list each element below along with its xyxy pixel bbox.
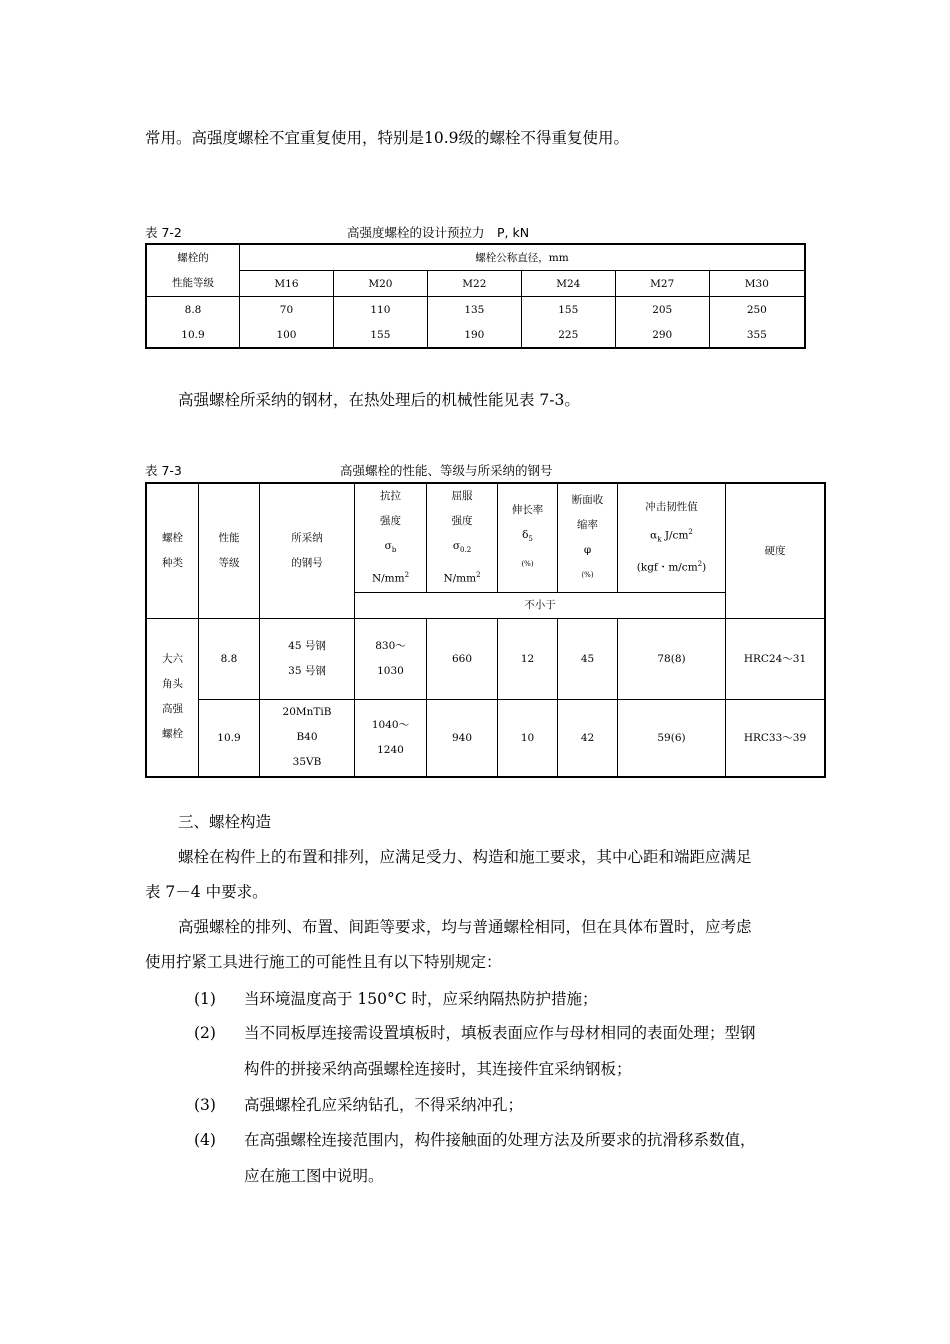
elongation-cell: 10 <box>498 699 558 777</box>
value-cell: 250 <box>709 297 805 323</box>
table-7-3-title: 高强螺栓的性能、等级与所采纳的钢号 <box>340 463 553 478</box>
yield-cell: 940 <box>427 699 498 777</box>
column-header: M30 <box>709 271 805 297</box>
header-min-note: 不小于 <box>355 592 726 618</box>
reduction-cell: 45 <box>558 618 618 699</box>
grade-cell: 8.8 <box>199 618 260 699</box>
header-reduction: 断面收 缩率 φ (%) <box>558 483 618 592</box>
value-cell: 110 <box>333 297 427 323</box>
header-bolt-type: 螺栓 种类 <box>146 483 199 618</box>
section-p1-line2: 表 7－4 中要求。 <box>145 883 268 901</box>
steel-cell: 20MnTiB B40 35VB <box>260 699 355 777</box>
value-cell: 135 <box>427 297 521 323</box>
value-cell: 225 <box>521 322 615 348</box>
grade-cell: 10.9 <box>146 322 240 348</box>
table-7-2-label: 表 7-2 <box>145 225 182 240</box>
mid-paragraph: 高强螺栓所采纳的钢材，在热处理后的机械性能见表 7-3。 <box>178 391 580 409</box>
value-cell: 100 <box>240 322 334 348</box>
value-cell: 355 <box>709 322 805 348</box>
group-header: 螺栓公称直径，mm <box>240 244 806 271</box>
column-header: M24 <box>521 271 615 297</box>
hardness-cell: HRC33～39 <box>726 699 826 777</box>
list-item-text-cont: 构件的拼接采纳高强螺栓连接时，其连接件宜采纳钢板； <box>244 1060 632 1078</box>
grade-cell: 10.9 <box>199 699 260 777</box>
header-grade: 性能 等级 <box>199 483 260 618</box>
column-header: M16 <box>240 271 334 297</box>
bolt-type-cell: 大六 角头 高强 螺栓 <box>146 618 199 777</box>
list-item-number: (2) <box>194 1024 216 1042</box>
value-cell: 155 <box>521 297 615 323</box>
section-heading: 三、螺栓构造 <box>178 813 272 831</box>
steel-cell: 45 号钢 35 号钢 <box>260 618 355 699</box>
list-item-text: 当不同板厚连接需设置填板时，填板表面应作与母材相同的表面处理；型钢 <box>244 1024 756 1042</box>
section-p1-line1: 螺栓在构件上的布置和排列，应满足受力、构造和施工要求，其中心距和端距应满足 <box>178 848 752 866</box>
impact-cell: 59(6) <box>618 699 726 777</box>
hardness-cell: HRC24～31 <box>726 618 826 699</box>
section-p2-line2: 使用拧紧工具进行施工的可能性且有以下特别规定： <box>145 953 502 971</box>
tensile-cell: 1040～ 1240 <box>355 699 427 777</box>
header-yield: 屈服 强度 $\sigma_{0.2}$ $N/mm^2$ <box>427 483 498 592</box>
table-7-2 <box>145 243 806 349</box>
value-cell: 70 <box>240 297 334 323</box>
header-hardness: 硬度 <box>726 483 826 618</box>
row-header-line1: 螺栓的 <box>146 244 240 271</box>
row-header-line2: 性能等级 <box>146 271 240 297</box>
reduction-cell: 42 <box>558 699 618 777</box>
section-p2-line1: 高强螺栓的排列、布置、间距等要求，均与普通螺栓相同，但在具体布置时，应考虑 <box>178 918 752 936</box>
list-item-number: (1) <box>194 990 216 1008</box>
column-header: M27 <box>615 271 709 297</box>
list-item-number: (3) <box>194 1096 216 1114</box>
value-cell: 190 <box>427 322 521 348</box>
list-item-text: 当环境温度高于 150°C 时，应采纳隔热防护措施； <box>244 990 598 1008</box>
list-item-number: (4) <box>194 1131 216 1149</box>
elongation-cell: 12 <box>498 618 558 699</box>
intro-paragraph: 常用。高强度螺栓不宜重复使用，特别是10.9级的螺栓不得重复使用。 <box>145 129 630 147</box>
table-7-3-label: 表 7-3 <box>145 463 182 478</box>
tensile-cell: 830～ 1030 <box>355 618 427 699</box>
column-header: M20 <box>333 271 427 297</box>
value-cell: 155 <box>333 322 427 348</box>
header-impact: 冲击韧性值 $\alpha_k$ $J/cm^2$ (kgf・$m/cm^2$) <box>618 483 726 592</box>
grade-cell: 8.8 <box>146 297 240 323</box>
list-item-text: 在高强螺栓连接范围内，构件接触面的处理方法及所要求的抗滑移系数值， <box>244 1131 756 1149</box>
header-elongation: 伸长率 $\delta_5$ (%) <box>498 483 558 592</box>
list-item-text-cont: 应在施工图中说明。 <box>244 1167 384 1185</box>
column-header: M22 <box>427 271 521 297</box>
header-steel: 所采纳 的钢号 <box>260 483 355 618</box>
table-7-2-title: 高强度螺栓的设计预拉力 P, kN <box>347 225 530 240</box>
table-7-3 <box>145 482 826 778</box>
impact-cell: 78(8) <box>618 618 726 699</box>
header-tensile: 抗拉 强度 $\sigma_b$ $N/mm^2$ <box>355 483 427 592</box>
value-cell: 205 <box>615 297 709 323</box>
yield-cell: 660 <box>427 618 498 699</box>
value-cell: 290 <box>615 322 709 348</box>
list-item-text: 高强螺栓孔应采纳钻孔，不得采纳冲孔； <box>244 1096 524 1114</box>
